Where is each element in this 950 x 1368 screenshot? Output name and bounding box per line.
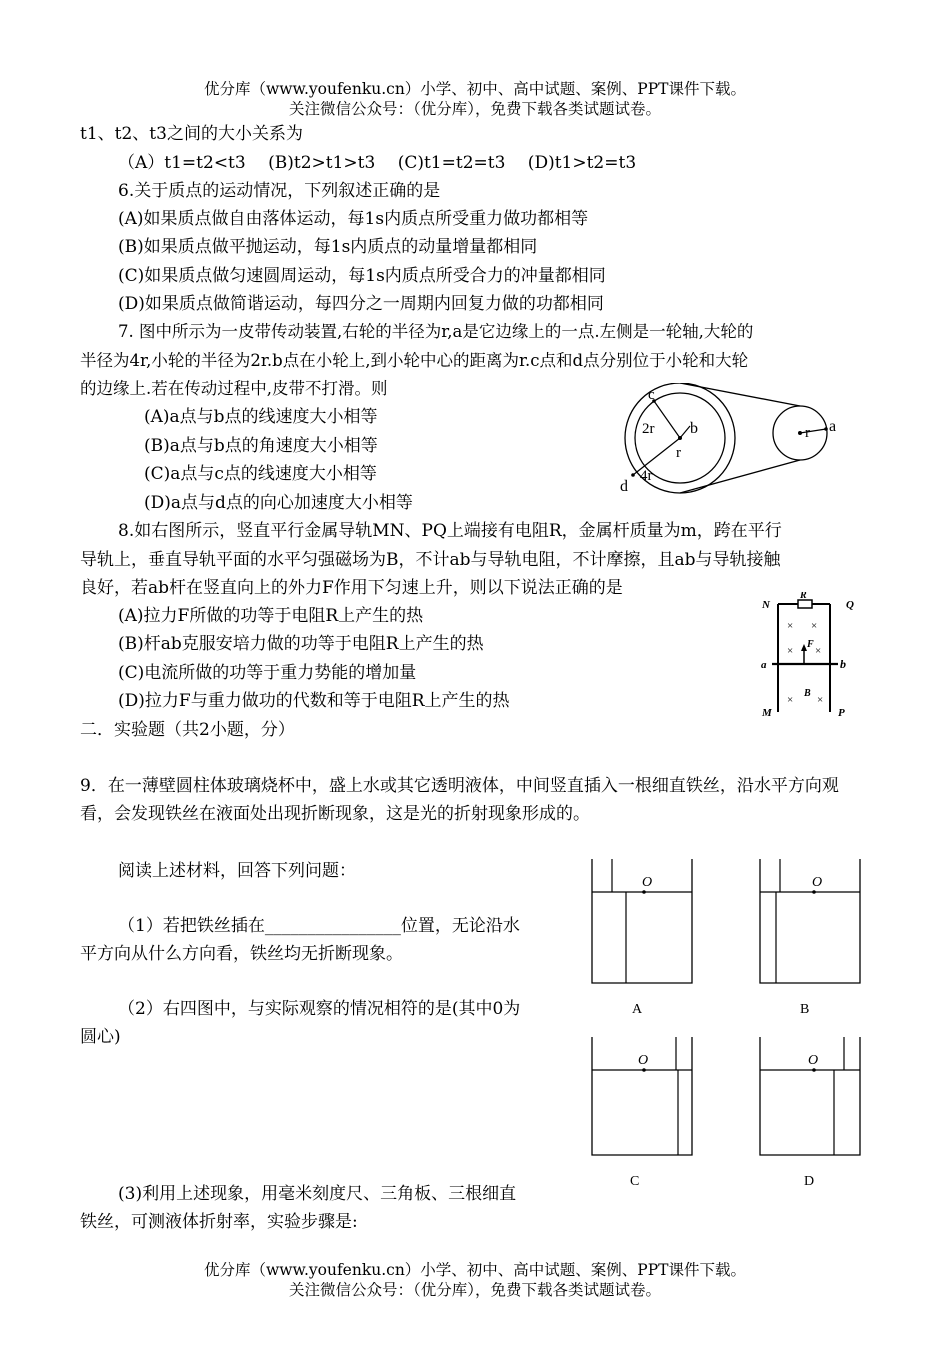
label-d: d (620, 478, 628, 495)
q9-sub3-line2: 铁丝，可测液体折射率，实验步骤是: (80, 1212, 358, 1232)
label-2r: 2r (642, 421, 655, 437)
q8-stem-line2: 导轨上，垂直导轨平面的水平匀强磁场为B，不计ab与导轨电阻，不计摩擦，且ab与导轨接触 (80, 550, 781, 570)
q7-option-a: (A)a点与b点的线速度大小相等 (144, 407, 378, 427)
beaker-figure-a (588, 855, 698, 1020)
q6-option-b: (B)如果质点做平抛运动，每1s内质点的动量增量都相同 (118, 237, 538, 257)
label-M: M (762, 707, 772, 718)
rail-rod-figure (760, 592, 860, 718)
field-cross: × (787, 620, 794, 632)
q7-stem-line2: 半径为4r,小轮的半径为2r.b点在小轮上,到小轮中心的距离为r.c点和d点分别位于小轮和大轮 (80, 351, 749, 370)
section-2-heading: 二．实验题（共2小题，分） (80, 720, 295, 740)
label-F: F (807, 639, 814, 650)
q7-option-c: (C)a点与c点的线速度大小相等 (144, 464, 377, 484)
belt-drive-figure (610, 383, 860, 498)
beaker-figure-c (588, 1033, 698, 1193)
radius-to-a (800, 429, 826, 433)
label-R: R (800, 592, 807, 601)
label-r-right: r (805, 425, 810, 441)
q9-sub2-line1: （2）右四图中，与实际观察的情况相符的是(其中0为 (118, 999, 521, 1019)
q6-option-a: (A)如果质点做自由落体运动，每1s内质点所受重力做功都相等 (118, 209, 589, 229)
field-cross: × (811, 620, 818, 632)
label-a-rod: a (761, 659, 767, 671)
q6-option-d: (D)如果质点做简谐运动，每四分之一周期内回复力做的功都相同 (118, 294, 604, 314)
q9-sub1-line2: 平方向从什么方向看，铁丝均无折断现象。 (80, 944, 403, 964)
resistor-r (798, 600, 812, 608)
label-c: c (648, 387, 655, 403)
page-header-line1: 优分库（www.youfenku.cn）小学、初中、高中试题、案例、PPT课件下载。 (203, 80, 747, 98)
label-P: P (838, 707, 845, 718)
label-r-small: r (676, 445, 681, 461)
q8-option-d: (D)拉力F与重力做功的代数和等于电阻R上产生的热 (118, 691, 510, 711)
field-cross: × (787, 645, 794, 657)
q8-option-a: (A)拉力F所做的功等于电阻R上产生的热 (118, 606, 424, 626)
field-cross: × (815, 645, 822, 657)
q8-stem-line1: 8.如右图所示，竖直平行金属导轨MN、PQ上端接有电阻R，金属杆质量为m，跨在平行 (118, 521, 782, 541)
q9-paragraph: 9．在一薄壁圆柱体玻璃烧杯中，盛上水或其它透明液体，中间竖直插入一根细直铁丝，沿水平方向观看，会发现铁丝在液面处出现折断现象，这是光的折射现象形成的。 (80, 776, 839, 824)
label-A: A (632, 1002, 643, 1017)
q9-intro: 阅读上述材料，回答下列问题： (118, 861, 356, 881)
label-o: O (642, 875, 653, 890)
q5-tail: t1、t2、t3之间的大小关系为 (80, 124, 303, 144)
q9-sub1-line1: （1）若把铁丝插在________________位置，无论沿水 (118, 916, 520, 936)
page-header-line2: 关注微信公众号：（优分库），免费下载各类试题试卷。 (288, 100, 661, 118)
belt-bottom (680, 460, 800, 493)
radius-to-b (680, 426, 690, 438)
q7-stem-line3: 的边缘上.若在传动过程中,皮带不打滑。则 (80, 379, 388, 398)
label-o: O (812, 875, 823, 890)
label-N: N (762, 599, 770, 611)
label-B: B (804, 688, 811, 699)
q8-option-b: (B)杆ab克服安培力做的功等于电阻R上产生的热 (118, 634, 484, 654)
q7-stem-line1: 7. 图中所示为一皮带传动装置,右轮的半径为r,a是它边缘上的一点.左侧是一轮轴,大轮的 (118, 322, 754, 341)
label-o: O (808, 1053, 819, 1068)
label-b-rod: b (840, 657, 846, 671)
page-footer-line1: 优分库（www.youfenku.cn）小学、初中、高中试题、案例、PPT课件下载。 (203, 1261, 747, 1279)
q7-option-d: (D)a点与d点的向心加速度大小相等 (144, 493, 413, 513)
page-footer-line2: 关注微信公众号：（优分库），免费下载各类试题试卷。 (288, 1281, 661, 1299)
q6-option-c: (C)如果质点做匀速圆周运动，每1s内质点所受合力的冲量都相同 (118, 266, 606, 286)
label-o: O (638, 1053, 649, 1068)
q9-sub3-line1: (3)利用上述现象，用毫米刻度尺、三角板、三根细直 (118, 1184, 517, 1204)
belt-top (680, 383, 800, 406)
q7-option-b: (B)a点与b点的角速度大小相等 (144, 436, 378, 456)
label-a: a (829, 418, 837, 435)
q8-stem-line3: 良好，若ab杆在竖直向上的外力F作用下匀速上升，则以下说法正确的是 (80, 578, 623, 598)
beaker-figure-b (756, 855, 866, 1020)
beaker-figure-d (756, 1033, 866, 1193)
field-cross: × (787, 694, 794, 706)
label-D: D (804, 1174, 815, 1189)
label-C: C (630, 1174, 640, 1189)
label-4r: 4r (640, 468, 653, 484)
label-b: b (690, 420, 698, 437)
q5-options: （A）t1=t2<t3 (B)t2>t1>t3 (C)t1=t2=t3 (D)t1>t2=t3 (118, 153, 637, 173)
q8-option-c: (C)电流所做的功等于重力势能的增加量 (118, 663, 417, 683)
radius-to-c (654, 401, 680, 438)
label-B: B (800, 1002, 810, 1017)
q9-sub2-line2: 圆心) (80, 1027, 121, 1047)
q6-stem: 6.关于质点的运动情况，下列叙述正确的是 (118, 181, 441, 201)
label-Q: Q (846, 599, 854, 611)
field-cross: × (817, 694, 824, 706)
